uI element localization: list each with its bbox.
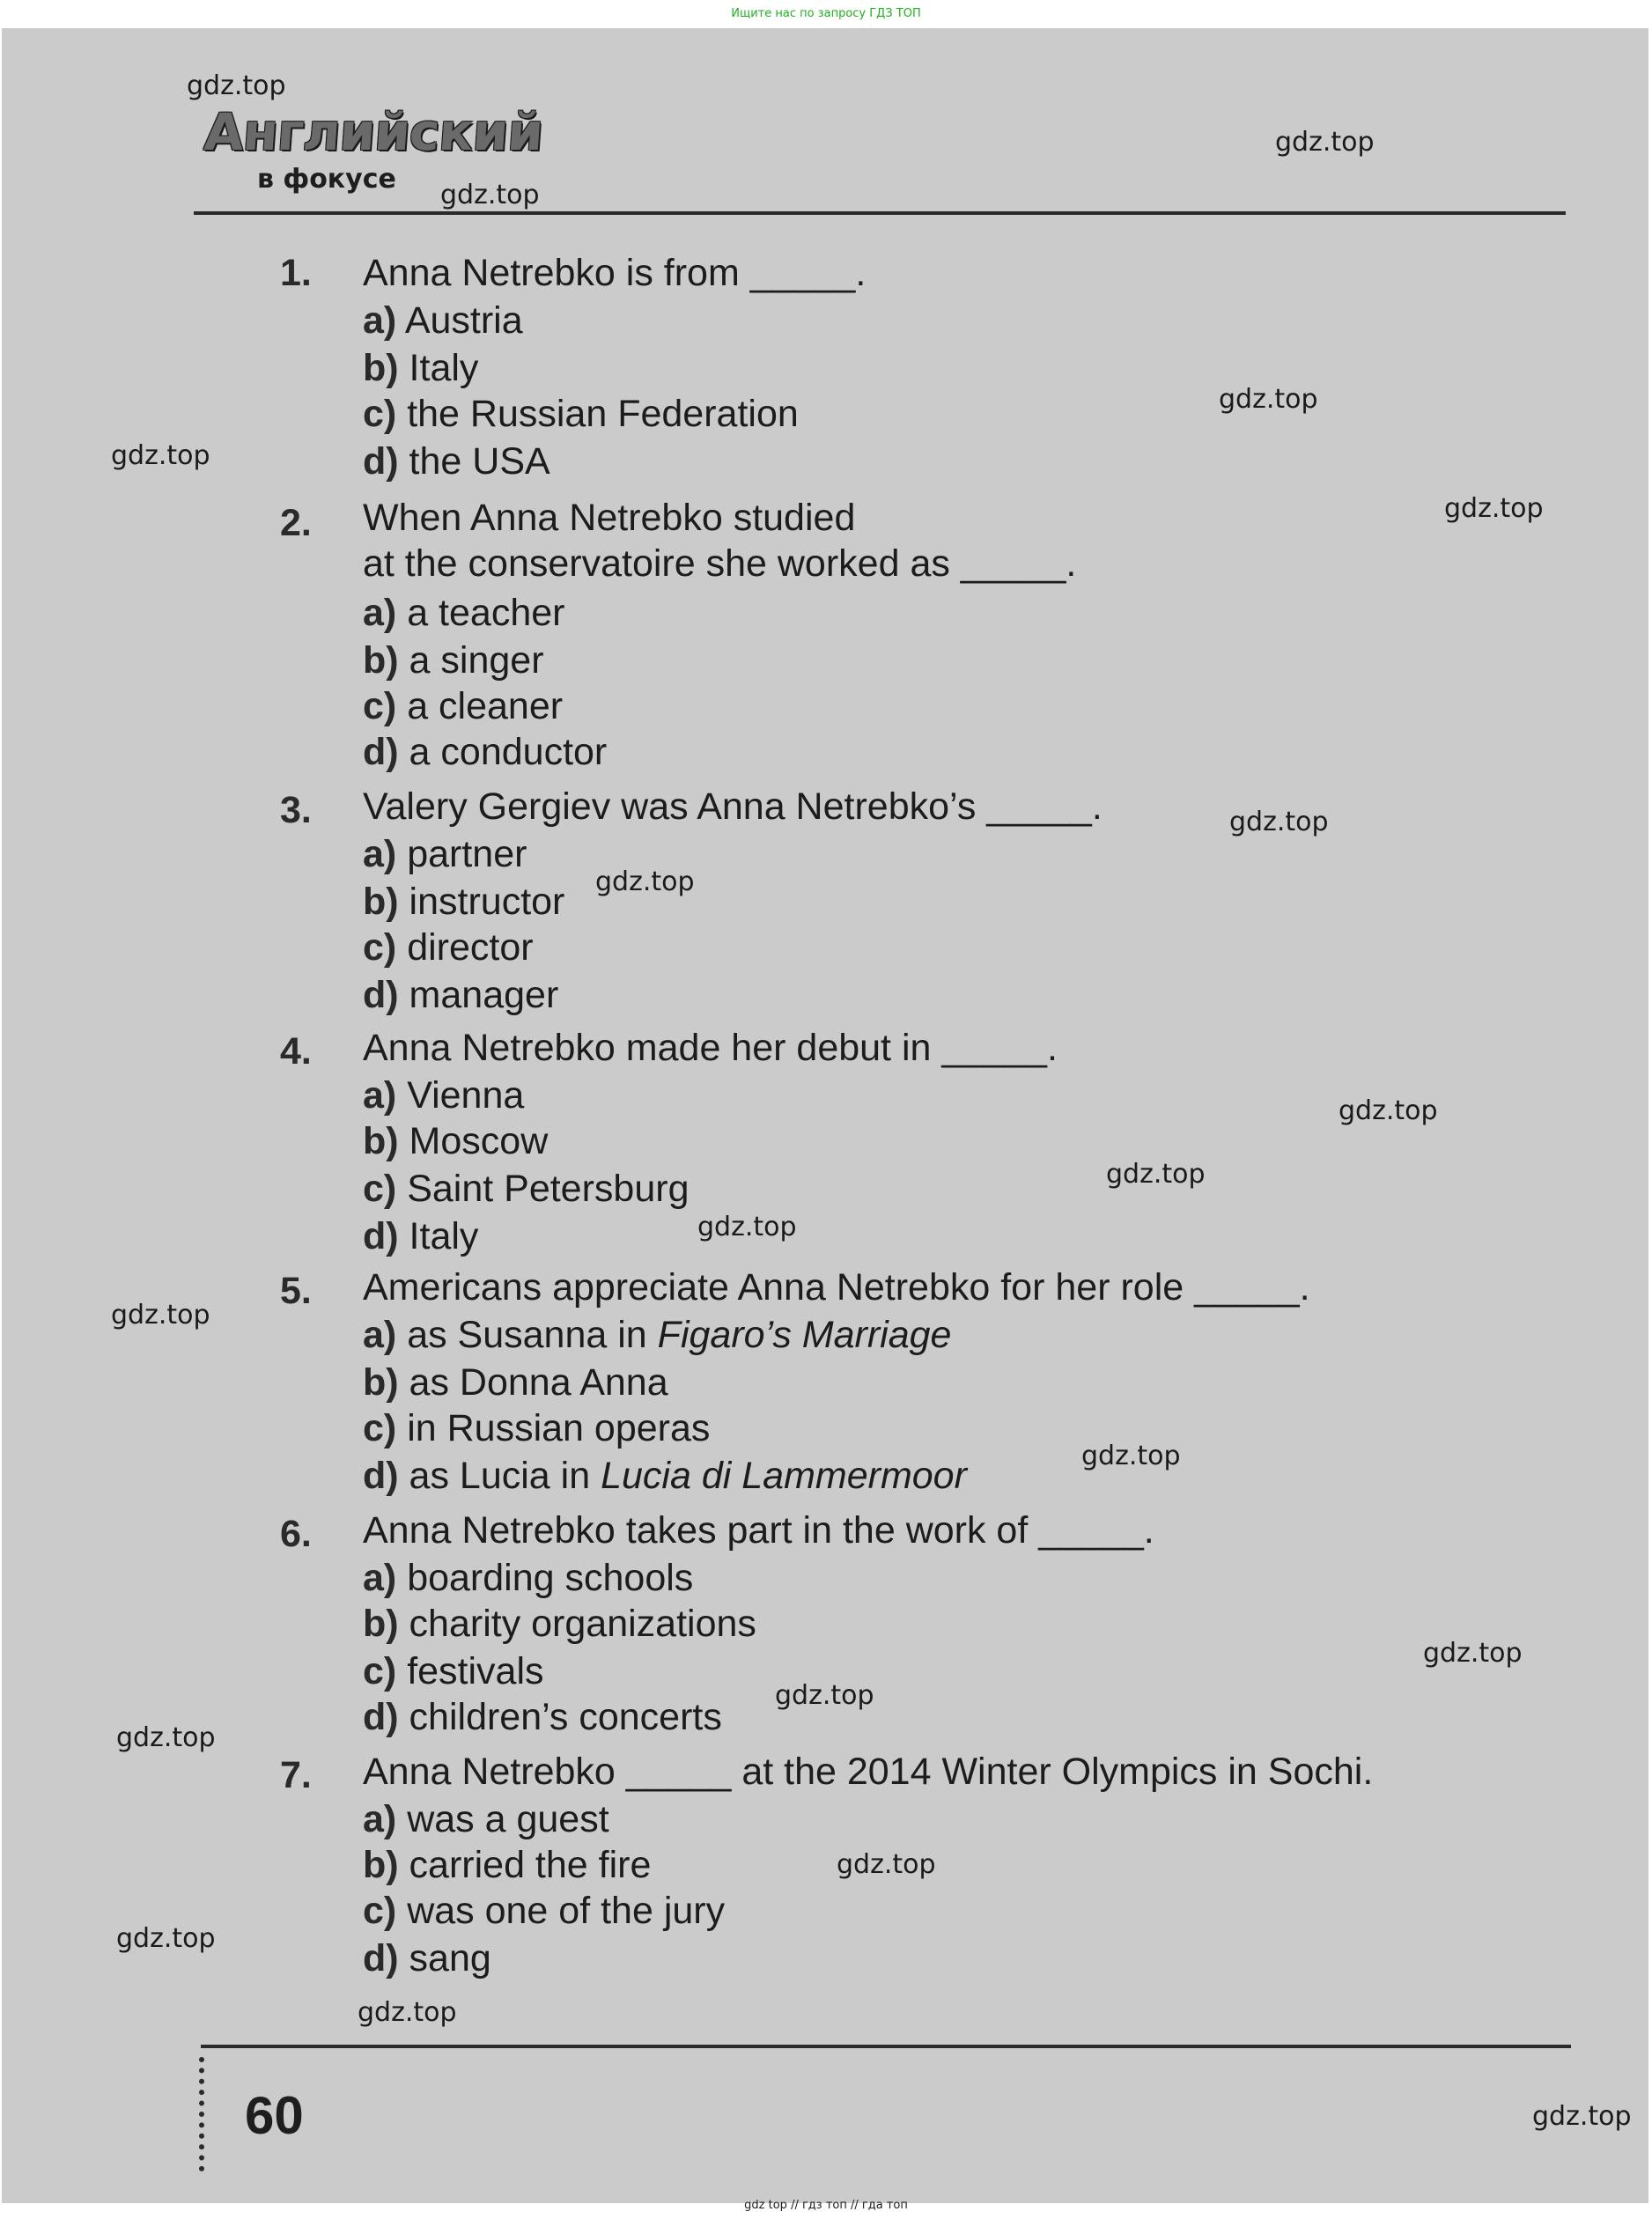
watermark: gdz.top (775, 1680, 874, 1711)
option-d: d) a conductor (363, 731, 608, 773)
option-a: a) boarding schools (363, 1557, 694, 1599)
bottom-rule-divider (201, 2045, 1571, 2048)
watermark: gdz.top (837, 1849, 936, 1880)
option-d: d) as Lucia in Lucia di Lammermoor (363, 1455, 967, 1497)
question-text: Anna Netrebko takes part in the work of _____. (363, 1509, 1154, 1552)
question-number: 4. (280, 1030, 312, 1073)
watermark: gdz.top (116, 1722, 216, 1753)
option-a: a) Austria (363, 299, 523, 342)
question-number: 5. (280, 1270, 312, 1312)
watermark: gdz.top (1275, 127, 1375, 158)
option-a: a) partner (363, 833, 527, 875)
book-logo-subtitle: в фокусе (257, 164, 396, 195)
dotted-margin-line (199, 2057, 204, 2171)
option-b: b) instructor (363, 881, 565, 923)
option-b: b) as Donna Anna (363, 1361, 668, 1404)
watermark: gdz.top (1423, 1638, 1523, 1669)
option-d: d) the USA (363, 440, 550, 483)
watermark: gdz.top (187, 70, 286, 101)
question-text: When Anna Netrebko studied (363, 497, 856, 539)
option-a: a) as Susanna in Figaro’s Marriage (363, 1314, 952, 1356)
question-text: Anna Netrebko is from _____. (363, 252, 867, 294)
question-text-line-2: at the conservatoire she worked as _____. (363, 542, 1077, 585)
option-d: d) sang (363, 1937, 491, 1979)
option-c: c) festivals (363, 1650, 544, 1692)
option-c: c) was one of the jury (363, 1890, 726, 1932)
question-number: 3. (280, 789, 312, 831)
watermark: gdz.top (1444, 493, 1544, 524)
watermark: gdz.top (1081, 1441, 1181, 1471)
bottom-banner: gdz top // гдз топ // гда топ (744, 2199, 908, 2212)
option-b: b) carried the fire (363, 1844, 652, 1886)
watermark: gdz.top (1106, 1159, 1206, 1190)
option-d: d) Italy (363, 1215, 479, 1257)
option-b: b) charity organizations (363, 1603, 756, 1645)
question-number: 1. (280, 252, 312, 294)
option-b: b) Moscow (363, 1120, 549, 1162)
question-number: 2. (280, 502, 312, 544)
watermark: gdz.top (1339, 1095, 1438, 1126)
watermark: gdz.top (111, 440, 210, 471)
option-a: a) was a guest (363, 1798, 609, 1840)
book-logo-title: Английский (202, 102, 545, 162)
option-b: b) a singer (363, 639, 544, 682)
option-c: c) the Russian Federation (363, 393, 799, 435)
option-a: a) a teacher (363, 592, 565, 634)
option-c: c) Saint Petersburg (363, 1168, 690, 1210)
question-number: 6. (280, 1513, 312, 1555)
top-banner: Ищите нас по запросу ГДЗ ТОП (731, 7, 921, 20)
option-a: a) Vienna (363, 1074, 525, 1117)
watermark: gdz.top (1229, 807, 1329, 837)
option-d: d) children’s concerts (363, 1696, 722, 1738)
option-b: b) Italy (363, 347, 479, 389)
watermark: gdz.top (595, 866, 695, 897)
watermark: gdz.top (1219, 384, 1318, 415)
watermark: gdz.top (116, 1923, 216, 1954)
watermark: gdz.top (440, 180, 540, 210)
question-number: 7. (280, 1754, 312, 1796)
question-text: Anna Netrebko _____ at the 2014 Winter Olympics in Sochi. (363, 1751, 1374, 1793)
watermark: gdz.top (697, 1212, 797, 1242)
top-rule-divider (194, 211, 1566, 215)
question-text: Anna Netrebko made her debut in _____. (363, 1027, 1058, 1069)
option-d: d) manager (363, 974, 559, 1016)
question-text: Valery Gergiev was Anna Netrebko’s _____. (363, 785, 1103, 828)
watermark: gdz.top (358, 1997, 457, 2028)
question-text: Americans appreciate Anna Netrebko for her role _____. (363, 1266, 1310, 1309)
option-c: c) in Russian operas (363, 1407, 711, 1449)
watermark: gdz.top (1532, 2101, 1632, 2132)
watermark: gdz.top (111, 1300, 210, 1331)
option-c: c) director (363, 926, 534, 969)
option-c: c) a cleaner (363, 685, 564, 727)
page-number: 60 (245, 2086, 304, 2145)
